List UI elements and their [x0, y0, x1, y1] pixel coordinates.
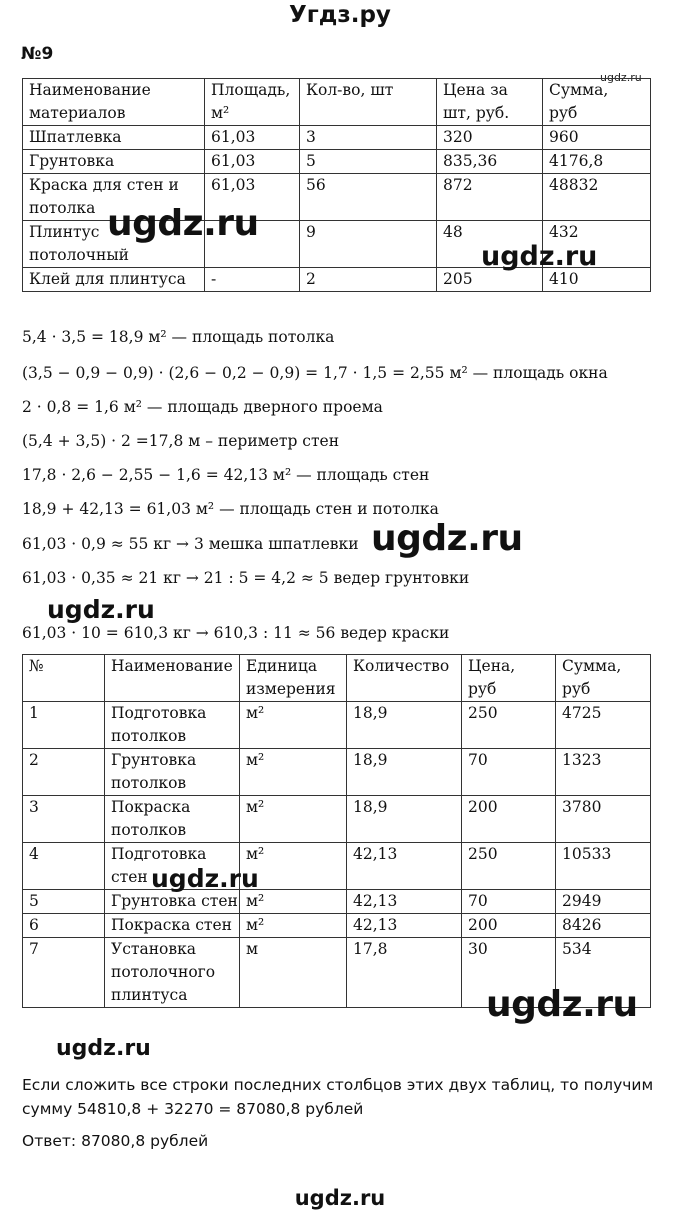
table-cell: м²: [240, 749, 347, 796]
table-header-cell: Наименование материалов: [23, 79, 205, 126]
table-cell: м²: [240, 702, 347, 749]
table-cell: Покраска потолков: [105, 796, 240, 843]
table-cell: 960: [543, 126, 651, 150]
table-cell: 70: [462, 749, 556, 796]
calculation-line: 2 · 0,8 = 1,6 м² — площадь дверного проема: [22, 398, 383, 416]
table-header-cell: Кол-во, шт: [300, 79, 437, 126]
table-header-cell: Сумма, руб: [556, 655, 651, 702]
site-title: Угдз.ру: [289, 2, 391, 28]
table-cell: Клей для плинтуса: [23, 268, 205, 292]
answer-text: Ответ: 87080,8 рублей: [22, 1132, 209, 1150]
table-cell: 872: [437, 174, 543, 221]
table-cell: 250: [462, 843, 556, 890]
table-cell: 5: [300, 150, 437, 174]
table-row: [23, 150, 651, 174]
table-cell: Грунтовка потолков: [105, 749, 240, 796]
table-cell: м²: [240, 796, 347, 843]
table-cell: 61,03: [205, 126, 300, 150]
table-cell: Грунтовка: [23, 150, 205, 174]
calculation-line: 5,4 · 3,5 = 18,9 м² — площадь потолка: [22, 328, 335, 346]
calculation-line: 18,9 + 42,13 = 61,03 м² — площадь стен и потолка: [22, 500, 439, 518]
table-cell: 4176,8: [543, 150, 651, 174]
calculation-line: (3,5 − 0,9 − 0,9) · (2,6 − 0,2 − 0,9) = 1,7 · 1,5 = 2,55 м² — площадь окна: [22, 364, 608, 382]
table-cell: 17,8: [347, 938, 462, 1008]
watermark: ugdz.ru: [56, 1036, 151, 1061]
watermark: ugdz.ru: [107, 203, 259, 244]
table-cell: м: [240, 938, 347, 1008]
calculation-line: 17,8 · 2,6 − 2,55 − 1,6 = 42,13 м² — площадь стен: [22, 466, 430, 484]
table-cell: 61,03: [205, 174, 300, 221]
table-cell: 18,9: [347, 702, 462, 749]
table-cell: 6: [23, 914, 105, 938]
table-header-cell: Цена за шт, руб.: [437, 79, 543, 126]
watermark: ugdz.ru: [481, 241, 598, 272]
task-number: №9: [21, 44, 54, 64]
calculation-line: 61,03 · 0,35 ≈ 21 кг → 21 : 5 = 4,2 ≈ 5 ведер грунтовки: [22, 569, 470, 587]
watermark: ugdz.ru: [47, 595, 155, 624]
calculation-line: (5,4 + 3,5) · 2 =17,8 м – периметр стен: [22, 432, 340, 450]
table-header-cell: Единица измерения: [240, 655, 347, 702]
works-table: [22, 654, 651, 1008]
table-cell: 9: [300, 221, 437, 268]
table-cell: 2: [300, 268, 437, 292]
table-cell: 3: [300, 126, 437, 150]
table-cell: 432: [543, 221, 651, 268]
table-cell: 4: [23, 843, 105, 890]
table-cell: 10533: [556, 843, 651, 890]
table-header-cell: Площадь, м²: [205, 79, 300, 126]
table-cell: м²: [240, 914, 347, 938]
table-row: [23, 126, 651, 150]
table-cell: 320: [437, 126, 543, 150]
table-cell: 42,13: [347, 914, 462, 938]
table-row: [23, 914, 651, 938]
table-cell: 4725: [556, 702, 651, 749]
conclusion-text: Если сложить все строки последних столбцов этих двух таблиц, то получим сумму 54810,8 + 32270 = 87080,8 рублей: [22, 1076, 654, 1118]
footer-watermark: ugdz.ru: [294, 1186, 386, 1210]
table-cell: 2949: [556, 890, 651, 914]
table-header-cell: Сумма, руб: [543, 79, 651, 126]
calculation-line: 61,03 · 0,9 ≈ 55 кг → 3 мешка шпатлевки: [22, 535, 359, 553]
table-cell: 410: [543, 268, 651, 292]
table-cell: 200: [462, 914, 556, 938]
table-row: [23, 796, 651, 843]
table-header-row: [23, 79, 651, 126]
table-cell: -: [205, 268, 300, 292]
table-cell: 2: [23, 749, 105, 796]
table-cell: 56: [300, 174, 437, 221]
table-cell: 200: [462, 796, 556, 843]
table-cell: Покраска стен: [105, 914, 240, 938]
table-cell: 1323: [556, 749, 651, 796]
table-row: [23, 702, 651, 749]
table-cell: Установка потолочного плинтуса: [105, 938, 240, 1008]
table-cell: 48832: [543, 174, 651, 221]
table-header-cell: Цена, руб: [462, 655, 556, 702]
table-cell: Грунтовка стен: [105, 890, 240, 914]
watermark-corner: ugdz.ru: [600, 71, 642, 84]
table-cell: 250: [462, 702, 556, 749]
table-cell: 18,9: [347, 749, 462, 796]
table-cell: 7: [23, 938, 105, 1008]
table-row: [23, 843, 651, 890]
table-row: [23, 890, 651, 914]
table-cell: Краска для стен и потолка: [23, 174, 205, 221]
table-cell: Подготовка потолков: [105, 702, 240, 749]
table-cell: Подготовка стен: [105, 843, 240, 890]
table-header-row: [23, 655, 651, 702]
table-cell: 42,13: [347, 890, 462, 914]
table-header-cell: Наименование: [105, 655, 240, 702]
table-cell: 8426: [556, 914, 651, 938]
table-cell: 42,13: [347, 843, 462, 890]
table-cell: Плинтус потолочный: [23, 221, 205, 268]
table-cell: 30: [462, 938, 556, 1008]
watermark: ugdz.ru: [151, 864, 259, 893]
table-cell: 48: [437, 221, 543, 268]
table-cell: 205: [437, 268, 543, 292]
table-cell: Шпатлевка: [23, 126, 205, 150]
table-row: [23, 749, 651, 796]
table-cell: 1: [23, 702, 105, 749]
table-cell: 5: [23, 890, 105, 914]
table-header-cell: №: [23, 655, 105, 702]
table-header-cell: Количество: [347, 655, 462, 702]
table-cell: м²: [240, 890, 347, 914]
table-cell: 835,36: [437, 150, 543, 174]
table-cell: 61,03: [205, 150, 300, 174]
table-cell: 534: [556, 938, 651, 1008]
table-cell: 3780: [556, 796, 651, 843]
watermark: ugdz.ru: [486, 984, 638, 1025]
table-cell: 18,9: [347, 796, 462, 843]
table-cell: 70: [462, 890, 556, 914]
calculation-line: 61,03 · 10 = 610,3 кг → 610,3 : 11 ≈ 56 ведер краски: [22, 624, 450, 642]
table-cell: 3: [23, 796, 105, 843]
table-cell: м²: [240, 843, 347, 890]
watermark: ugdz.ru: [371, 518, 523, 559]
